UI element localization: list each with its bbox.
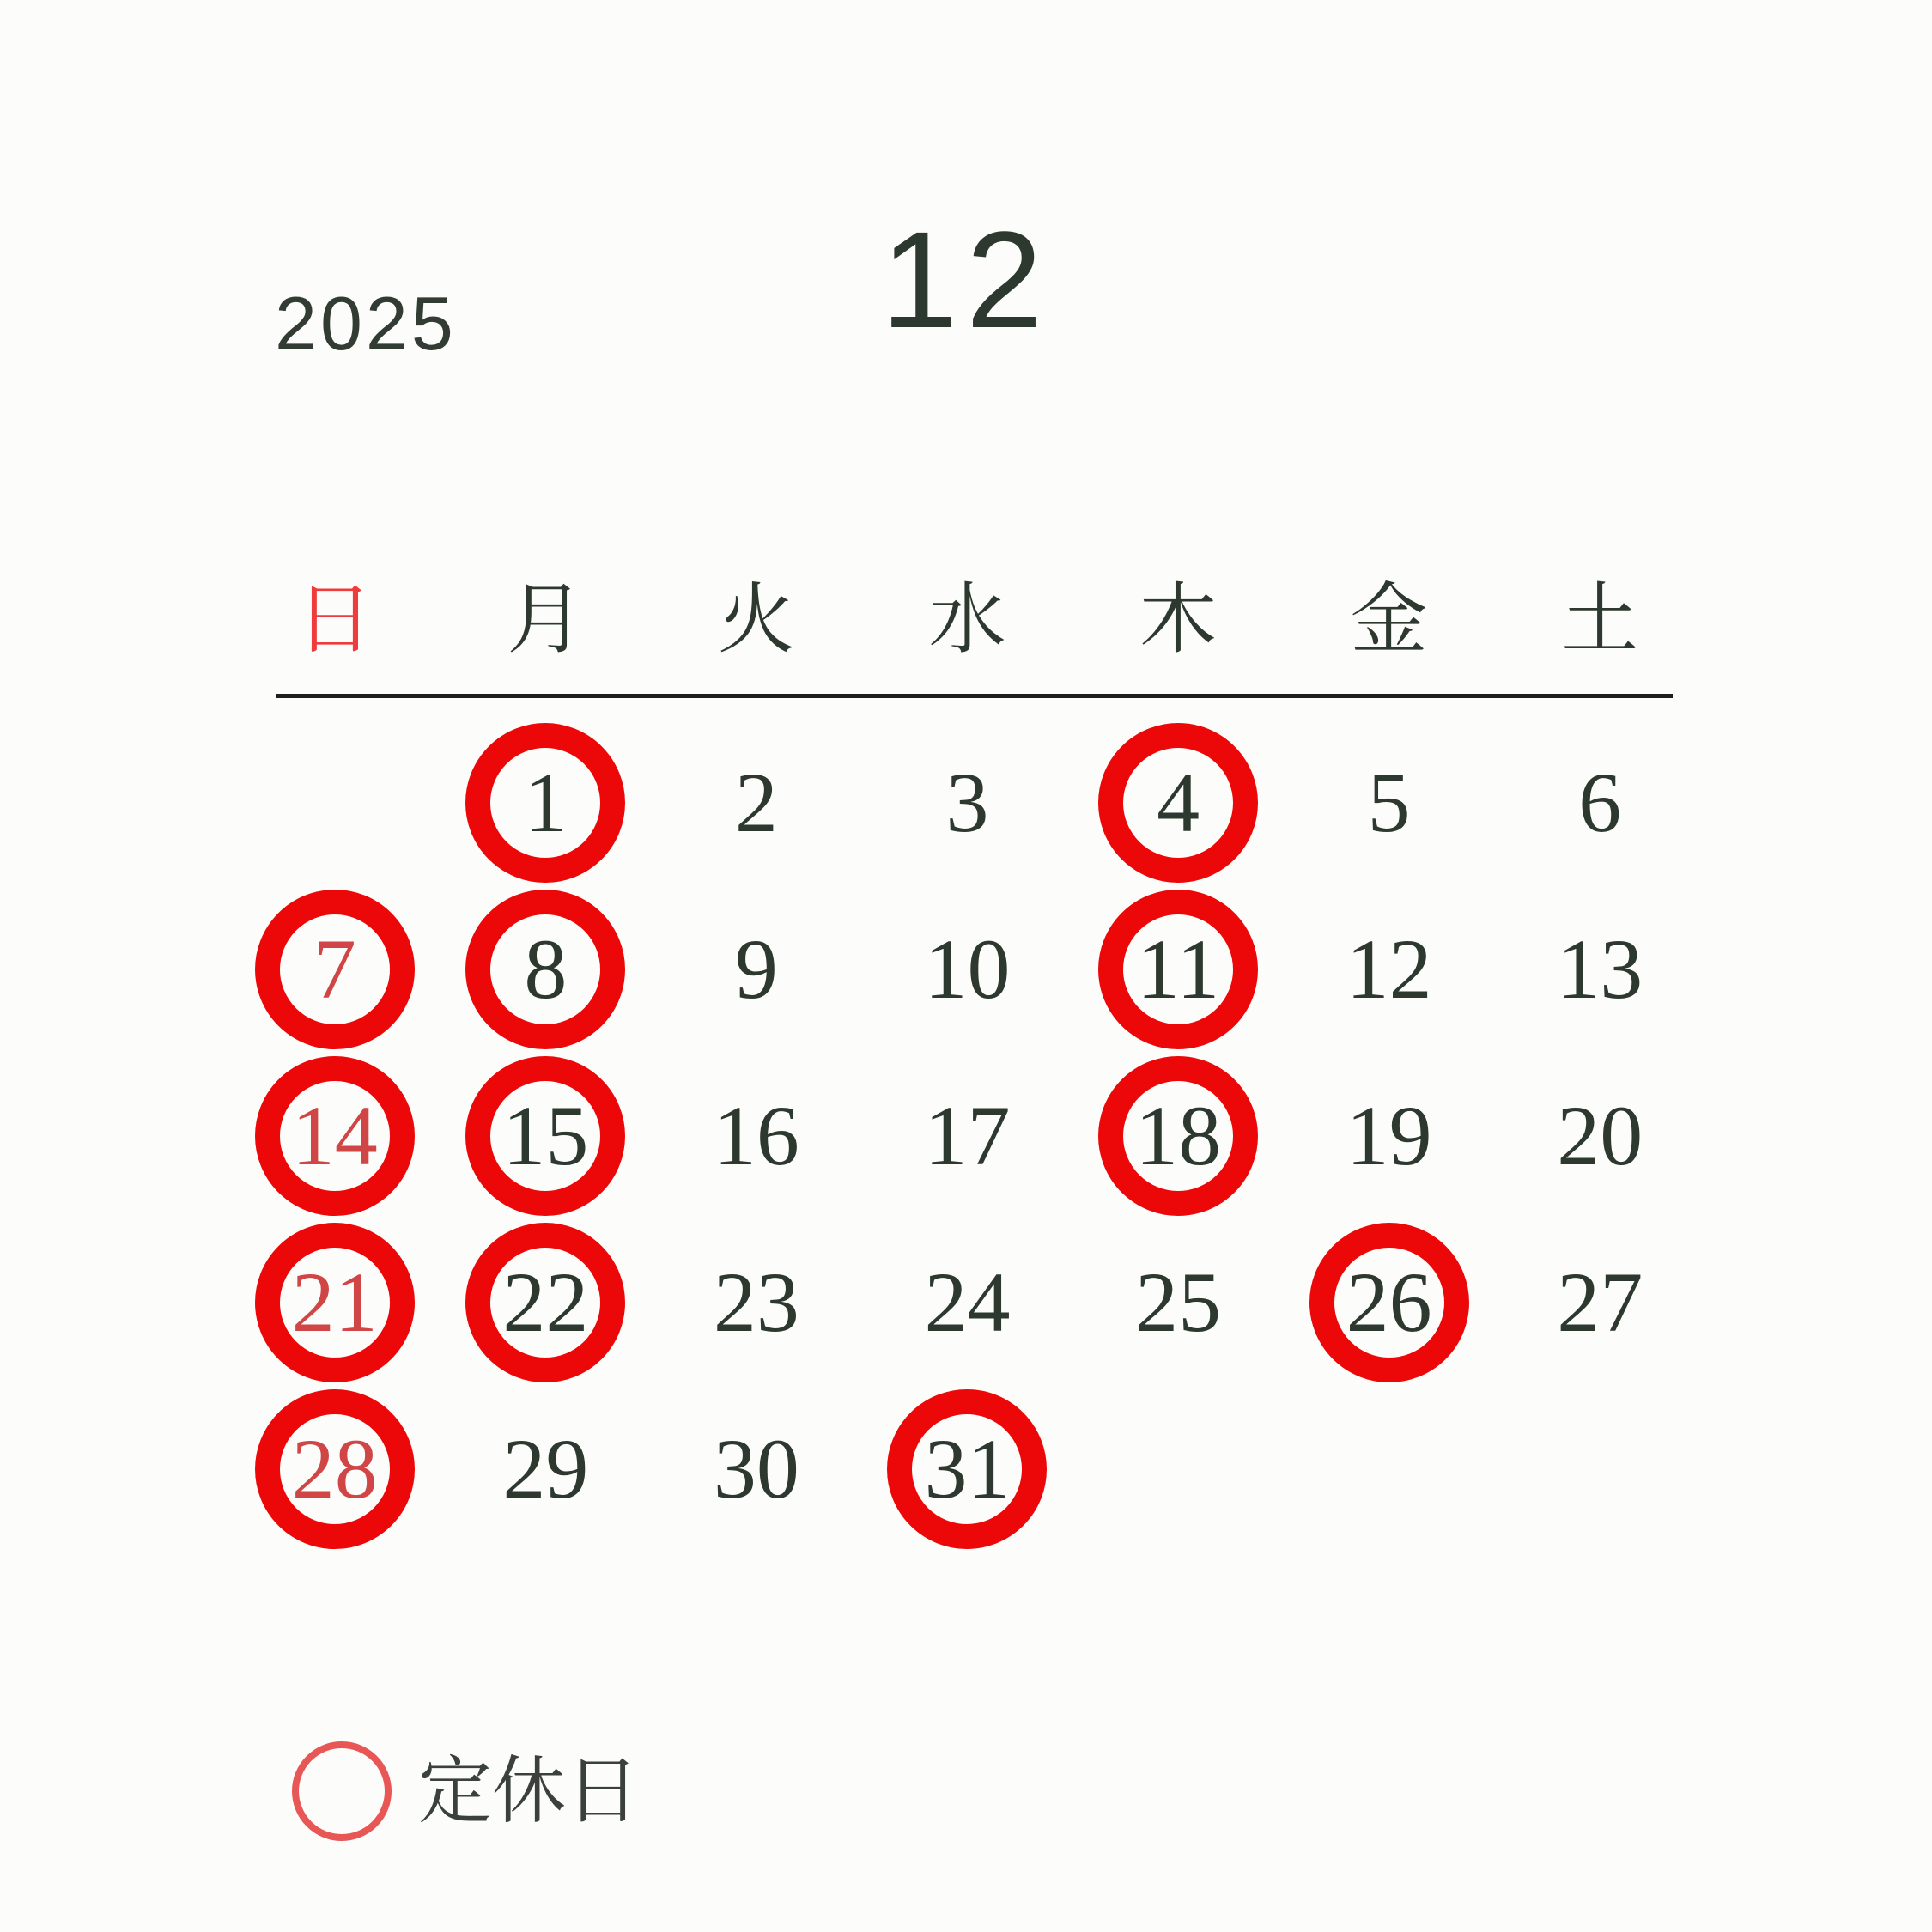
day-number: 30 <box>713 1421 799 1516</box>
calendar-cell <box>1072 1386 1284 1552</box>
calendar-cell <box>440 720 652 886</box>
calendar-cell <box>1284 886 1495 1053</box>
calendar-cell <box>1072 1219 1284 1386</box>
calendar-cell <box>1072 886 1284 1053</box>
calendar-cell <box>1072 1053 1284 1219</box>
day-number: 12 <box>1346 921 1432 1017</box>
day-number: 1 <box>524 755 568 850</box>
day-number: 22 <box>502 1255 589 1350</box>
calendar-cell <box>229 886 440 1053</box>
calendar-cell <box>1072 720 1284 886</box>
day-number: 3 <box>945 755 989 850</box>
header-divider-line <box>276 694 1673 698</box>
calendar-cell <box>440 1386 652 1552</box>
calendar-cell <box>862 1219 1073 1386</box>
calendar-cell <box>862 1386 1073 1552</box>
calendar <box>229 532 1705 1552</box>
dates-grid <box>229 720 1705 1552</box>
day-number: 31 <box>924 1421 1011 1516</box>
calendar-cell <box>1284 1219 1495 1386</box>
legend <box>292 1741 640 1841</box>
month-number: 12 <box>881 203 1051 356</box>
calendar-cell <box>1494 720 1705 886</box>
weekday-tue: 火 <box>717 577 795 663</box>
day-number: 10 <box>924 921 1011 1017</box>
calendar-cell <box>229 1386 440 1552</box>
day-number: 18 <box>1135 1088 1222 1183</box>
calendar-cell <box>440 1219 652 1386</box>
weekday-sun: 日 <box>295 577 374 663</box>
day-number: 14 <box>291 1088 378 1183</box>
calendar-cell <box>229 1219 440 1386</box>
calendar-cell <box>651 886 862 1053</box>
day-number: 8 <box>524 921 568 1017</box>
calendar-cell <box>440 886 652 1053</box>
calendar-cell <box>651 1219 862 1386</box>
day-number: 9 <box>734 921 778 1017</box>
day-number: 19 <box>1346 1088 1432 1183</box>
calendar-cell <box>651 1386 862 1552</box>
calendar-cell <box>229 1053 440 1219</box>
calendar-cell <box>862 886 1073 1053</box>
calendar-cell <box>1494 1053 1705 1219</box>
weekday-fri: 金 <box>1350 577 1428 663</box>
calendar-cell <box>229 720 440 886</box>
calendar-cell <box>440 1053 652 1219</box>
calendar-cell <box>862 720 1073 886</box>
day-number: 15 <box>502 1088 589 1183</box>
day-number: 2 <box>734 755 778 850</box>
weekday-mon: 月 <box>507 577 585 663</box>
calendar-cell <box>651 1053 862 1219</box>
calendar-cell <box>651 720 862 886</box>
day-number: 25 <box>1135 1255 1222 1350</box>
day-number: 29 <box>502 1421 589 1516</box>
day-number: 7 <box>313 921 356 1017</box>
day-number: 5 <box>1367 755 1411 850</box>
day-number: 20 <box>1557 1088 1643 1183</box>
day-number: 21 <box>291 1255 378 1350</box>
calendar-cell <box>1284 1053 1495 1219</box>
year-label: 2025 <box>275 281 457 366</box>
day-number: 11 <box>1136 921 1220 1017</box>
day-number: 23 <box>713 1255 799 1350</box>
day-number: 17 <box>924 1088 1011 1183</box>
calendar-cell <box>1284 720 1495 886</box>
day-number: 26 <box>1346 1255 1432 1350</box>
day-number: 28 <box>291 1421 378 1516</box>
day-number: 16 <box>713 1088 799 1183</box>
calendar-cell <box>1494 886 1705 1053</box>
weekday-wed: 水 <box>928 577 1006 663</box>
weekday-sat: 土 <box>1561 577 1639 663</box>
calendar-cell <box>1284 1386 1495 1552</box>
weekday-header-row <box>229 532 1705 691</box>
day-number: 27 <box>1557 1255 1643 1350</box>
calendar-cell <box>1494 1386 1705 1552</box>
day-number: 6 <box>1578 755 1622 850</box>
day-number: 24 <box>924 1255 1011 1350</box>
closed-day-circle-icon <box>292 1741 392 1841</box>
legend-label: 定休日 <box>418 1750 640 1832</box>
day-number: 4 <box>1157 755 1200 850</box>
weekday-thu: 木 <box>1139 577 1218 663</box>
calendar-cell <box>862 1053 1073 1219</box>
day-number: 13 <box>1557 921 1643 1017</box>
calendar-cell <box>1494 1219 1705 1386</box>
